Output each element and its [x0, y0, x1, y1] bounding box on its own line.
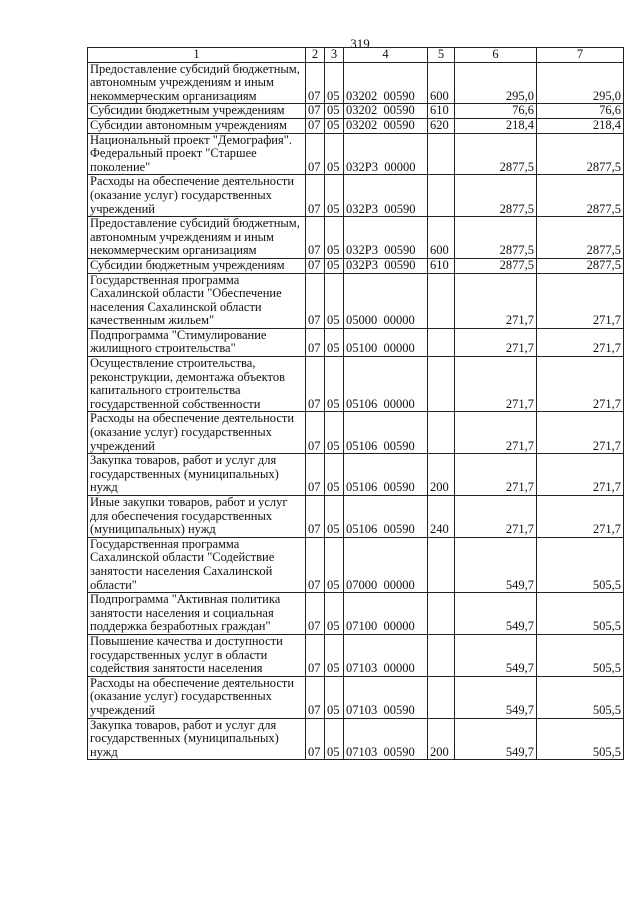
row-target-article: 03202 00590	[344, 104, 428, 119]
row-expense-type: 200	[428, 718, 455, 760]
row-expense-type	[428, 537, 455, 592]
row-amount-col6: 549,7	[455, 676, 537, 718]
row-name: Субсидии автономным учреждениям	[88, 118, 306, 133]
row-expense-type	[428, 175, 455, 217]
table-row	[88, 496, 624, 538]
row-subsection: 05	[325, 357, 344, 412]
table-row	[88, 258, 624, 273]
table-row	[88, 118, 624, 133]
table-row	[88, 328, 624, 356]
header-col-5: 5	[428, 48, 455, 63]
row-target-article: 07000 00000	[344, 537, 428, 592]
table-row	[88, 676, 624, 718]
row-section: 07	[306, 357, 325, 412]
row-amount-col6: 2877,5	[455, 217, 537, 259]
row-subsection: 05	[325, 118, 344, 133]
row-name: Государственная программа Сахалинской области "Обеспечение населения Сахалинской области качественным жильем"	[88, 273, 306, 328]
row-target-article: 032Р3 00590	[344, 258, 428, 273]
row-amount-col6: 549,7	[455, 718, 537, 760]
row-name: Предоставление субсидий бюджетным, автономным учреждениям и иным некоммерческим организациям	[88, 62, 306, 104]
row-expense-type	[428, 273, 455, 328]
row-target-article: 05106 00590	[344, 454, 428, 496]
header-col-1: 1	[88, 48, 306, 63]
table-header-row	[88, 48, 624, 63]
row-target-article: 03202 00590	[344, 62, 428, 104]
row-subsection: 05	[325, 133, 344, 175]
row-target-article: 032Р3 00590	[344, 217, 428, 259]
row-subsection: 05	[325, 496, 344, 538]
row-expense-type	[428, 328, 455, 356]
row-name: Повышение качества и доступности государственных услуг в области содействия занятости населения	[88, 634, 306, 676]
header-col-6: 6	[455, 48, 537, 63]
table-row	[88, 718, 624, 760]
row-amount-col7: 505,5	[537, 718, 624, 760]
row-subsection: 05	[325, 258, 344, 273]
row-amount-col6: 2877,5	[455, 258, 537, 273]
row-amount-col6: 271,7	[455, 496, 537, 538]
row-name: Субсидии бюджетным учреждениям	[88, 258, 306, 273]
row-subsection: 05	[325, 454, 344, 496]
row-section: 07	[306, 328, 325, 356]
row-name: Расходы на обеспечение деятельности (оказание услуг) государственных учреждений	[88, 676, 306, 718]
row-name: Расходы на обеспечение деятельности (оказание услуг) государственных учреждений	[88, 412, 306, 454]
row-name: Государственная программа Сахалинской области "Содействие занятости населения Сахалинской области"	[88, 537, 306, 592]
row-amount-col7: 271,7	[537, 328, 624, 356]
row-subsection: 05	[325, 62, 344, 104]
row-target-article: 07100 00000	[344, 593, 428, 635]
row-amount-col7: 2877,5	[537, 133, 624, 175]
row-name: Субсидии бюджетным учреждениям	[88, 104, 306, 119]
row-amount-col7: 271,7	[537, 412, 624, 454]
header-col-4: 4	[344, 48, 428, 63]
row-section: 07	[306, 217, 325, 259]
row-expense-type: 620	[428, 118, 455, 133]
row-section: 07	[306, 718, 325, 760]
row-amount-col7: 505,5	[537, 537, 624, 592]
table-row	[88, 217, 624, 259]
row-target-article: 05100 00000	[344, 328, 428, 356]
header-col-7: 7	[537, 48, 624, 63]
row-amount-col6: 2877,5	[455, 133, 537, 175]
row-target-article: 07103 00590	[344, 676, 428, 718]
row-expense-type	[428, 634, 455, 676]
row-expense-type	[428, 676, 455, 718]
row-amount-col6: 218,4	[455, 118, 537, 133]
row-amount-col7: 2877,5	[537, 217, 624, 259]
row-target-article: 032Р3 00590	[344, 175, 428, 217]
row-expense-type: 200	[428, 454, 455, 496]
row-target-article: 032Р3 00000	[344, 133, 428, 175]
row-amount-col7: 2877,5	[537, 175, 624, 217]
row-subsection: 05	[325, 412, 344, 454]
header-col-3: 3	[325, 48, 344, 63]
row-name: Подпрограмма "Активная политика занятости населения и социальная поддержка безработных граждан"	[88, 593, 306, 635]
table-row	[88, 634, 624, 676]
row-subsection: 05	[325, 634, 344, 676]
row-subsection: 05	[325, 676, 344, 718]
row-expense-type: 240	[428, 496, 455, 538]
row-name: Национальный проект "Демография". Федеральный проект "Старшее поколение"	[88, 133, 306, 175]
row-amount-col7: 271,7	[537, 273, 624, 328]
row-section: 07	[306, 537, 325, 592]
row-amount-col6: 271,7	[455, 273, 537, 328]
row-section: 07	[306, 454, 325, 496]
row-expense-type: 610	[428, 258, 455, 273]
row-amount-col7: 76,6	[537, 104, 624, 119]
row-section: 07	[306, 676, 325, 718]
row-name: Подпрограмма "Стимулирование жилищного строительства"	[88, 328, 306, 356]
table-row	[88, 593, 624, 635]
row-amount-col7: 218,4	[537, 118, 624, 133]
row-amount-col6: 295,0	[455, 62, 537, 104]
table-row	[88, 537, 624, 592]
row-subsection: 05	[325, 718, 344, 760]
row-name: Закупка товаров, работ и услуг для государственных (муниципальных) нужд	[88, 718, 306, 760]
budget-table	[87, 47, 624, 760]
row-section: 07	[306, 496, 325, 538]
row-target-article: 07103 00590	[344, 718, 428, 760]
table-row	[88, 175, 624, 217]
row-target-article: 05000 00000	[344, 273, 428, 328]
table-row	[88, 133, 624, 175]
row-section: 07	[306, 593, 325, 635]
row-target-article: 03202 00590	[344, 118, 428, 133]
row-amount-col6: 271,7	[455, 412, 537, 454]
row-target-article: 05106 00590	[344, 496, 428, 538]
row-amount-col7: 505,5	[537, 634, 624, 676]
row-expense-type: 600	[428, 217, 455, 259]
table-row	[88, 412, 624, 454]
row-amount-col6: 271,7	[455, 357, 537, 412]
row-section: 07	[306, 118, 325, 133]
row-amount-col7: 2877,5	[537, 258, 624, 273]
row-subsection: 05	[325, 593, 344, 635]
row-name: Расходы на обеспечение деятельности (оказание услуг) государственных учреждений	[88, 175, 306, 217]
row-section: 07	[306, 133, 325, 175]
row-expense-type	[428, 133, 455, 175]
row-amount-col6: 271,7	[455, 328, 537, 356]
row-amount-col7: 505,5	[537, 676, 624, 718]
row-amount-col6: 2877,5	[455, 175, 537, 217]
row-expense-type	[428, 412, 455, 454]
row-subsection: 05	[325, 175, 344, 217]
table-row	[88, 104, 624, 119]
row-amount-col7: 271,7	[537, 454, 624, 496]
row-amount-col6: 271,7	[455, 454, 537, 496]
row-subsection: 05	[325, 328, 344, 356]
table-row	[88, 454, 624, 496]
row-subsection: 05	[325, 217, 344, 259]
row-target-article: 05106 00590	[344, 412, 428, 454]
row-amount-col7: 271,7	[537, 357, 624, 412]
table-row	[88, 273, 624, 328]
row-name: Осуществление строительства, реконструкции, демонтажа объектов капитального строительства государственной собственности	[88, 357, 306, 412]
row-amount-col6: 549,7	[455, 593, 537, 635]
row-name: Предоставление субсидий бюджетным, автономным учреждениям и иным некоммерческим организациям	[88, 217, 306, 259]
row-target-article: 07103 00000	[344, 634, 428, 676]
row-expense-type: 600	[428, 62, 455, 104]
row-amount-col6: 76,6	[455, 104, 537, 119]
page-number: 319	[350, 36, 370, 51]
table-row	[88, 62, 624, 104]
row-section: 07	[306, 104, 325, 119]
row-name: Закупка товаров, работ и услуг для государственных (муниципальных) нужд	[88, 454, 306, 496]
row-expense-type: 610	[428, 104, 455, 119]
row-section: 07	[306, 634, 325, 676]
row-section: 07	[306, 258, 325, 273]
row-expense-type	[428, 357, 455, 412]
row-amount-col6: 549,7	[455, 537, 537, 592]
header-col-2: 2	[306, 48, 325, 63]
row-subsection: 05	[325, 273, 344, 328]
row-amount-col7: 505,5	[537, 593, 624, 635]
row-section: 07	[306, 175, 325, 217]
row-target-article: 05106 00000	[344, 357, 428, 412]
row-amount-col7: 271,7	[537, 496, 624, 538]
row-amount-col7: 295,0	[537, 62, 624, 104]
row-section: 07	[306, 412, 325, 454]
table-row	[88, 357, 624, 412]
row-expense-type	[428, 593, 455, 635]
row-amount-col6: 549,7	[455, 634, 537, 676]
row-section: 07	[306, 273, 325, 328]
row-subsection: 05	[325, 537, 344, 592]
row-section: 07	[306, 62, 325, 104]
row-subsection: 05	[325, 104, 344, 119]
row-name: Иные закупки товаров, работ и услуг для обеспечения государственных (муниципальных) нужд	[88, 496, 306, 538]
